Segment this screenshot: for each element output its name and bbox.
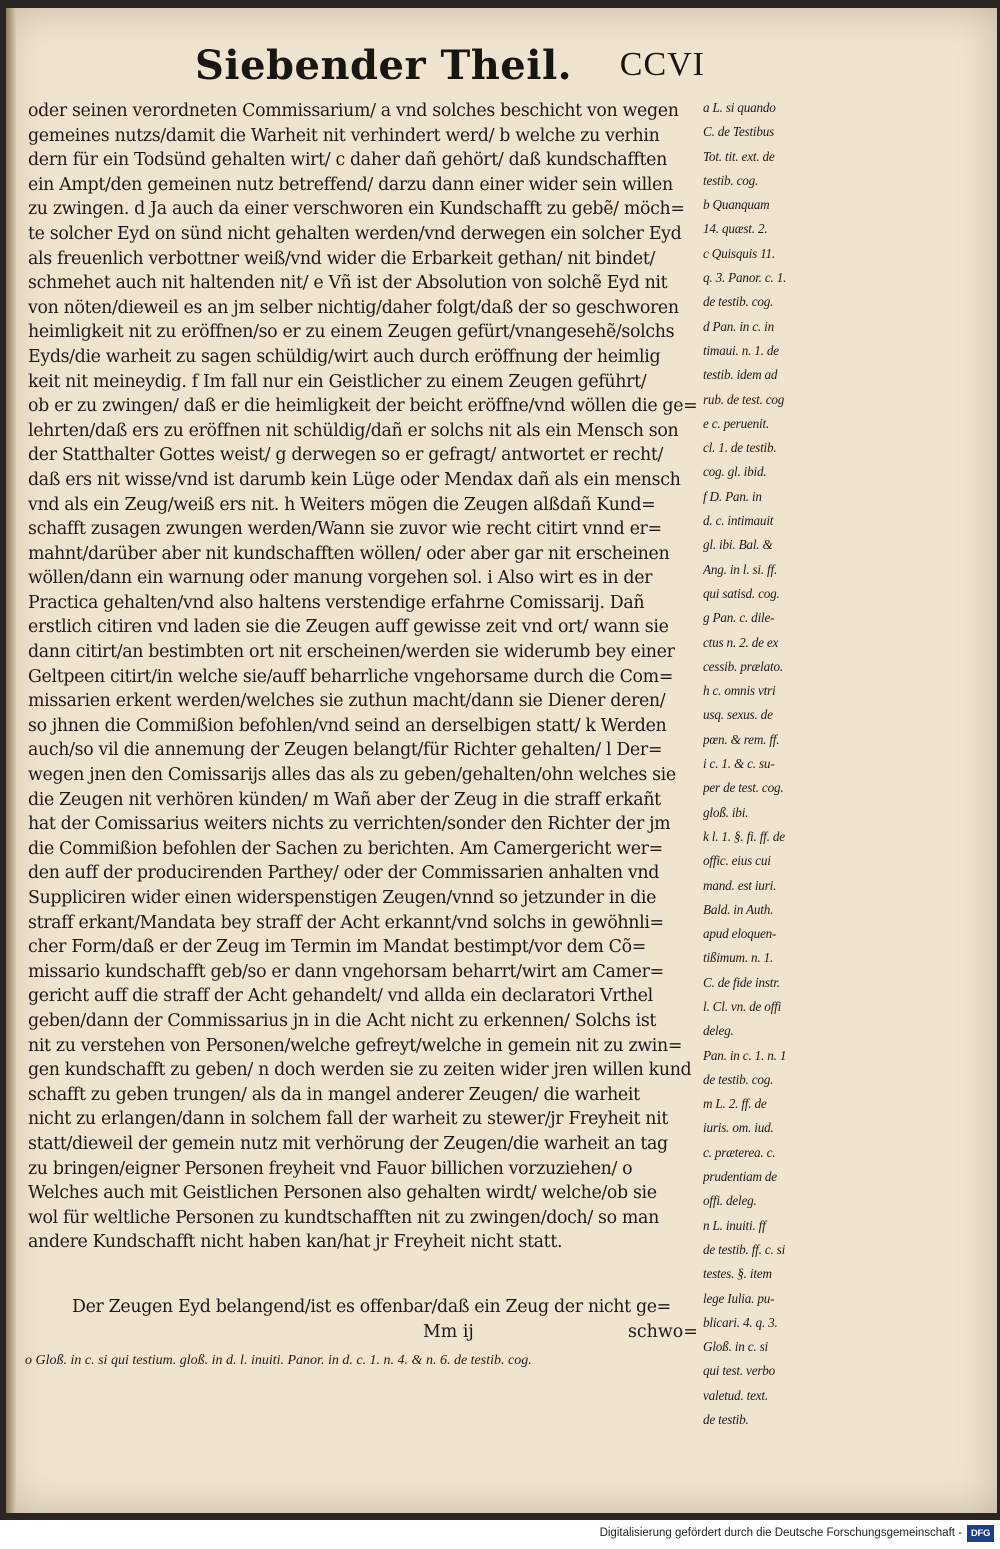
margin-note-line: offi. deleg. [703, 1193, 757, 1209]
margin-note-line: m L. 2. ff. de [703, 1096, 767, 1112]
margin-note-line: prudentiam de [703, 1169, 777, 1185]
book-spine-edge [6, 8, 16, 1513]
margin-note-line: testib. cog. [703, 172, 759, 188]
text-line: die Zeugen nit verhören künden/ m Wañ aber der Zeug in die straff erkañt [28, 789, 661, 810]
dfg-logo: DFG [967, 1525, 994, 1542]
margin-note-line: C. de fide instr. [703, 974, 780, 990]
text-line: zu zwingen. d Ja auch da einer verschworen ein Kundschafft zu gebẽ/ möch= [28, 199, 685, 220]
margin-note-line: g Pan. c. dile- [703, 610, 775, 626]
text-line: daß ers nit wisse/vnd ist darumb kein Lüge oder Mendax dañ als ein mensch [28, 469, 681, 490]
text-line: der Statthalter Gottes weist/ g derwegen so er gefragt/ antwortet er recht/ [28, 445, 664, 466]
text-line: ob er zu zwingen/ daß er die heimligkeit der beicht eröffne/vnd wöllen die ge= [28, 396, 698, 417]
text-line: oder seinen verordneten Commissarium/ a vnd solches beschicht von wegen [28, 101, 679, 121]
text-line: gen kundschafft zu geben/ n doch werden sie zu zeiten wider jren willen kund [28, 1060, 692, 1081]
text-line: den auff der producirenden Parthey/ oder der Commissarien anhalten vnd [28, 863, 659, 884]
running-title: Siebender Theil. [195, 42, 573, 89]
text-line: Eyds/die warheit zu sagen schüldig/wirt auch durch eröffnung der heimlig [28, 346, 661, 367]
text-line: die Commißion befohlen der Sachen zu berichten. Am Camergericht wer= [28, 838, 663, 859]
text-line: schafft zu geben trungen/ als da in mangel anderer Zeugen/ die warheit [28, 1084, 640, 1105]
margin-note-line: de testib. [703, 1412, 749, 1428]
margin-note-line: rub. de test. cog [703, 391, 785, 407]
text-line: Practica gehalten/vnd also haltens verstendige erfahrne Comissarij. Dañ [28, 592, 645, 613]
text-line: Geltpeen citirt/in welche sie/auff beharrliche vngehorsame durch die Com= [28, 666, 674, 687]
margin-note-line: k l. 1. §. fi. ff. de [703, 828, 785, 844]
margin-note-line: cessib. prælato. [703, 658, 783, 674]
second-paragraph: Der Zeugen Eyd belangend/ist es offenbar/daß ein Zeug der nicht ge= [72, 1297, 671, 1317]
text-line: lehrten/daß ers zu eröffnen nit schüldig/dañ er solchs nit als ein Mensch son [28, 420, 679, 441]
signature-mark: Mm ij [423, 1322, 474, 1342]
margin-note-line: cog. gl. ibid. [703, 464, 767, 480]
text-line: dann citirt/an bestimbten ort nit erscheinen/werden sie widerumb bey einer [28, 642, 675, 663]
margin-note-line: 14. quæst. 2. [703, 221, 768, 237]
text-line: keit nit meineydig. f Im fall nur ein Geistlicher zu einem Zeugen geführt/ [28, 371, 647, 392]
margin-note-line: l. Cl. vn. de offi [703, 998, 782, 1014]
text-line: wöllen/dann ein warnung oder manung vorgehen sol. i Also wirt es in der [28, 568, 653, 589]
margin-note-line: de testib. cog. [703, 1071, 774, 1087]
margin-note-line: iuris. om. iud. [703, 1120, 774, 1136]
margin-note-line: b Quanquam [703, 197, 770, 213]
margin-note-line: mand. est iuri. [703, 877, 777, 893]
text-line: nit zu verstehen von Personen/welche gefreyt/welche in gemein nit zu zwin= [28, 1035, 683, 1056]
funding-credit: Digitalisierung gefördert durch die Deutsche Forschungsgemeinschaft - [599, 1527, 962, 1539]
margin-note-line: Ang. in l. si. ff. [703, 561, 778, 577]
margin-note-line: deleg. [703, 1023, 734, 1039]
margin-note-line: pœn. & rem. ff. [703, 731, 780, 747]
text-line: dern für ein Todsünd gehalten wirt/ c daher dañ gehört/ daß kundschafften [28, 150, 667, 171]
margin-note-line: d. c. intimauit [703, 513, 774, 529]
text-line: auch/so vil die annemung der Zeugen belangt/für Richter gehalten/ l Der= [28, 740, 663, 761]
margin-note-line: valetud. text. [703, 1387, 768, 1403]
text-line: Welches auch mit Geistlichen Personen also gehalten wirdt/ welche/ob sie [28, 1183, 657, 1204]
margin-note-line: gloß. ibi. [703, 804, 749, 820]
text-line: schafft zusagen zwungen werden/Wann sie zuvor wie recht citirt vnnd er= [28, 519, 662, 540]
footnote: o Gloß. in c. si qui testium. gloß. in d. l. inuiti. Panor. in d. c. 1. n. 4. & n. 6. de testib. cog. [25, 1353, 532, 1368]
margin-note-line: c. prætereа. c. [703, 1144, 776, 1160]
text-line: wol für weltliche Personen zu kundtschafften nit zu zwingen/doch/ so man [28, 1207, 659, 1228]
text-line: gemeines nutzs/damit die Warheit nit verhindert werd/ b welche zu verhin [28, 125, 660, 146]
margin-note-line: lege Iulia. pu- [703, 1290, 775, 1306]
catchword: schwo= [628, 1322, 698, 1342]
margin-note-line: de testib. ff. c. si [703, 1241, 786, 1257]
margin-note-line: qui satisd. cog. [703, 585, 780, 601]
page-header [195, 42, 715, 102]
text-line: wegen jnen den Comissarijs alles das als zu geben/gehalten/ohn welches sie [28, 765, 676, 786]
margin-note-line: Pan. in c. 1. n. 1 [703, 1047, 787, 1063]
margin-note-line: h c. omnis vtri [703, 683, 776, 699]
margin-note-line: testib. idem ad [703, 367, 778, 383]
margin-note-line: timaui. n. 1. de [703, 342, 779, 358]
text-line: erstlich citiren vnd laden sie die Zeugen auff gewisse zeit vnd ort/ wann sie [28, 617, 669, 638]
main-text-block [28, 99, 703, 1255]
text-line: so jhnen die Commißion befohlen/vnd seind an derselbigen statt/ k Werden [28, 715, 667, 736]
margin-note-line: per de test. cog. [703, 780, 784, 796]
text-line: cher Form/daß er der Zeug im Termin im Mandat bestimpt/vor dem Cõ= [28, 937, 646, 958]
margin-note-line: e c. peruenit. [703, 415, 770, 431]
text-line: straff erkant/Mandata bey straff der Acht erkannt/vnd solchs in gewöhnli= [28, 912, 664, 933]
margin-note-line: i c. 1. & c. su- [703, 756, 775, 772]
margin-note-line: offic. eius cui [703, 853, 771, 869]
credit-bar [0, 1520, 1000, 1549]
margin-note-line: a L. si quando [703, 100, 776, 115]
margin-note-line: cl. 1. de testib. [703, 440, 777, 456]
margin-note-line: ctus n. 2. de ex [703, 634, 779, 650]
margin-notes-column [703, 96, 815, 1432]
text-line: vnd als ein Zeug/weiß ers nit. h Weiters mögen die Zeugen alßdañ Kund= [28, 494, 656, 515]
margin-note-line: c Quisquis 11. [703, 245, 776, 261]
text-line: missario kundschafft geb/so er dann vngehorsam beharrt/wirt am Camer= [28, 961, 664, 982]
margin-note-line: tißimum. n. 1. [703, 950, 774, 966]
text-line: Suppliciren wider einen widerspenstigen Zeugen/vnnd so jetzunder in die [28, 888, 657, 908]
margin-note-line: Bald. in Auth. [703, 901, 774, 917]
margin-note-line: apud eloquen- [703, 926, 777, 942]
margin-note-line: f D. Pan. in [703, 488, 762, 504]
text-line: schmehet auch nit haltenden nit/ e Vñ ist der Absolution von solchẽ Eyd nit [28, 273, 668, 294]
margin-note-line: n L. inuiti. ff [703, 1217, 766, 1233]
margin-note-line: Tot. tit. ext. de [703, 148, 775, 164]
text-line: geben/dann der Commissarius jn in die Acht nicht zu erkennen/ Solchs ist [28, 1010, 657, 1031]
text-line: andere Kundschafft nicht haben kan/hat jr Freyheit nicht statt. [28, 1232, 563, 1253]
folio-number: CCVI [619, 46, 705, 83]
text-line: zu bringen/eigner Personen freyheit vnd Fauor billichen vorzuziehen/ o [28, 1158, 633, 1179]
text-line: te solcher Eyd on sünd nicht gehalten werden/vnd derwegen ein solcher Eyd [28, 223, 682, 244]
text-line: ein Ampt/den gemeinen nutz betreffend/ darzu dann einer wider sein willen [28, 174, 673, 195]
margin-note-line: q. 3. Panor. c. 1. [703, 270, 787, 286]
text-line: statt/dieweil der gemein nutz mit verhörung der Zeugen/die warheit an tag [28, 1133, 668, 1154]
text-line: gericht auff die straff der Acht gehandelt/ vnd allda ein declaratori Vrthel [28, 986, 653, 1007]
text-line: als freuenlich verbottner weiß/vnd wider die Erbarkeit gethan/ nit bindet/ [28, 248, 656, 269]
margin-note-line: d Pan. in c. in [703, 318, 774, 334]
text-line: von nöten/dieweil es an jm selber nichtig/daher folgt/daß der so geschworen [28, 297, 679, 318]
margin-note-line: de testib. cog. [703, 294, 774, 310]
margin-note-line: C. de Testibus [703, 124, 775, 140]
margin-note-line: blicari. 4. q. 3. [703, 1314, 778, 1330]
margin-note-line: usq. sexus. de [703, 707, 773, 723]
margin-note-line: gl. ibi. Bal. & [703, 537, 773, 553]
margin-note-line: qui test. verbo [703, 1363, 776, 1379]
text-line: nicht zu erlangen/dann in solchem fall der warheit zu stewer/jr Freyheit nit [28, 1109, 669, 1130]
text-line: mahnt/darüber aber nit kundschafften wöllen/ oder aber gar nit erscheinen [28, 543, 670, 564]
text-line: missarien erkent werden/welches sie zuthun macht/dann sie Diener deren/ [28, 691, 666, 712]
margin-note-line: testes. §. item [703, 1266, 772, 1282]
text-line: hat der Comissarius weiters nichts zu verrichten/sonder den Richter der jm [28, 814, 671, 835]
text-line: heimligkeit nit zu eröffnen/so er zu einem Zeugen gefürt/vnangesehẽ/solchs [28, 322, 675, 343]
margin-note-line: Gloß. in c. si [703, 1339, 768, 1355]
